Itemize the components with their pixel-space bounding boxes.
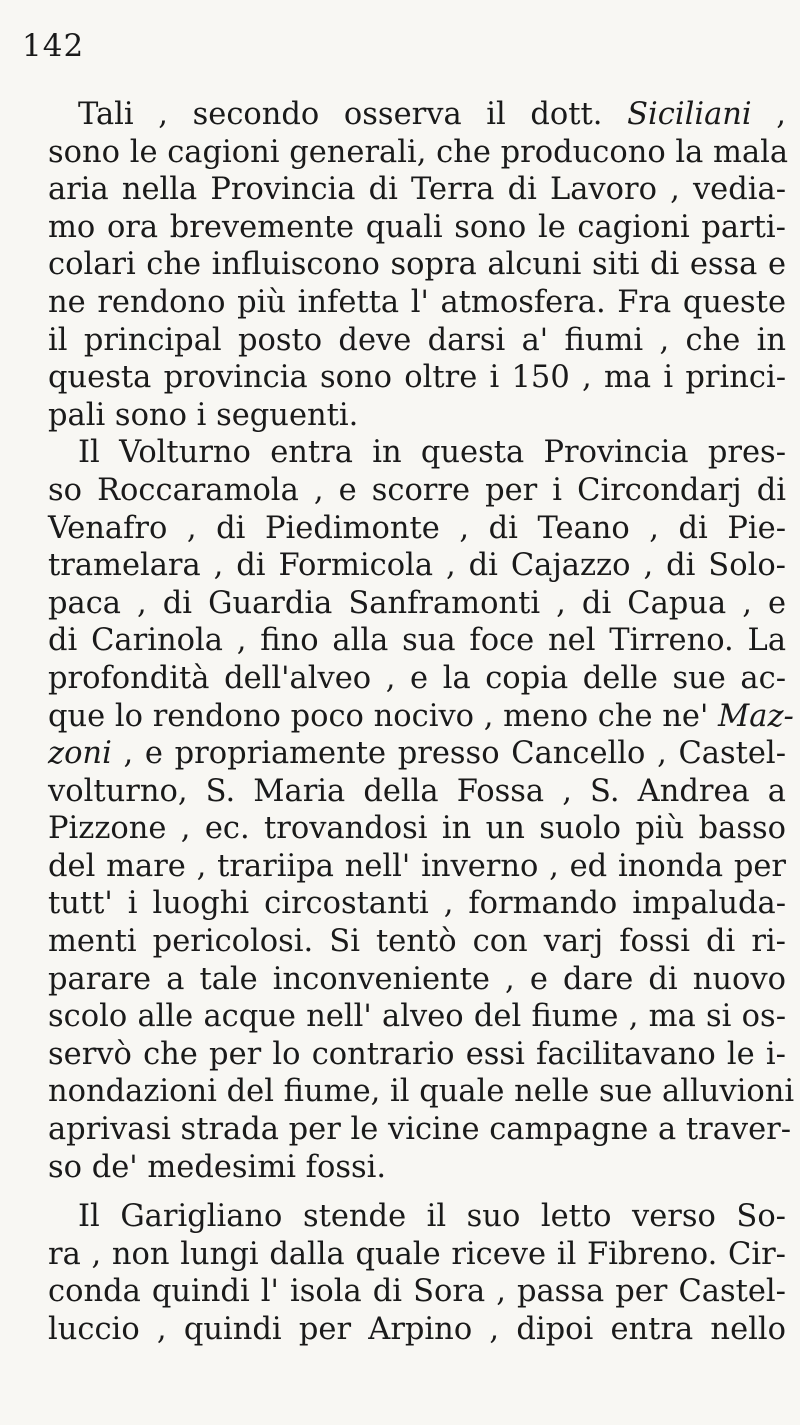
- text-line: aprivasi strada per le vicine campagne a traver-: [48, 1112, 792, 1148]
- text-line: Venafro , di Piedimonte , di Teano , di Pie-: [48, 510, 786, 546]
- text-line: servò che per lo contrario essi facilitavano le i-: [48, 1036, 786, 1072]
- text-line: que lo rendono poco nocivo , meno che ne' Maz-: [48, 698, 794, 734]
- text-line: so Roccaramola , e scorre per i Circondarj di: [48, 472, 786, 508]
- text-line: il principal posto deve darsi a' fiumi , che in: [48, 322, 786, 358]
- text-line: ra , non lungi dalla quale riceve il Fibreno. Cir-: [48, 1236, 786, 1272]
- text-line: volturno, S. Maria della Fossa , S. Andrea a: [48, 773, 786, 809]
- paragraph-2: [48, 434, 795, 1186]
- text-line: nondazioni del fiume, il quale nelle sue alluvioni: [48, 1074, 795, 1110]
- paragraph-3: [48, 1198, 786, 1348]
- text-line: Il Volturno entra in questa Provincia pres-: [78, 435, 786, 471]
- text-line: ne rendono più infetta l' atmosfera. Fra queste: [48, 284, 786, 320]
- text-line: conda quindi l' isola di Sora , passa per Castel-: [48, 1274, 786, 1310]
- body-text: [48, 96, 795, 1349]
- text-line: sono le cagioni generali, che producono la mala: [48, 134, 789, 170]
- text-line: Il Garigliano stende il suo letto verso So-: [78, 1199, 786, 1235]
- text-line: profondità dell'alveo , e la copia delle sue ac-: [48, 660, 786, 696]
- text-line: tramelara , di Formicola , di Cajazzo , di Solo-: [48, 548, 786, 584]
- text-line: Pizzone , ec. trovandosi in un suolo più basso: [48, 811, 786, 847]
- text-line: menti pericolosi. Si tentò con varj fossi di ri-: [48, 924, 786, 960]
- text-line: aria nella Provincia di Terra di Lavoro , vedia-: [48, 172, 786, 208]
- text-line: Tali , secondo osserva il dott. Siciliani ,: [78, 97, 787, 132]
- text-line: luccio , quindi per Arpino , dipoi entra nello: [48, 1312, 786, 1347]
- text-line: scolo alle acque nell' alveo del fiume , ma si os-: [48, 999, 786, 1035]
- text-line: colari che influiscono sopra alcuni siti di essa e: [48, 247, 786, 283]
- text-line: questa provincia sono oltre i 150 , ma i princi-: [48, 360, 786, 396]
- paragraph-spacer: [48, 1186, 786, 1198]
- text-line: parare a tale inconveniente , e dare di nuovo: [48, 961, 786, 997]
- text-line: zoni , e propriamente presso Cancello , Castel-: [48, 736, 786, 772]
- text-line: mo ora brevemente quali sono le cagioni parti-: [48, 209, 786, 245]
- text-line: tutt' i luoghi circostanti , formando impaluda-: [48, 886, 786, 922]
- text-line: paca , di Guardia Sanframonti , di Capua , e: [48, 585, 786, 621]
- text-line: pali sono i seguenti.: [48, 397, 359, 433]
- text-line: del mare , trariipa nell' inverno , ed inonda per: [48, 848, 786, 884]
- text-line: di Carinola , fino alla sua foce nel Tirreno. La: [48, 623, 786, 659]
- text-line: so de' medesimi fossi.: [48, 1149, 387, 1185]
- page-number: 142: [22, 28, 85, 64]
- paragraph-1: [48, 96, 789, 434]
